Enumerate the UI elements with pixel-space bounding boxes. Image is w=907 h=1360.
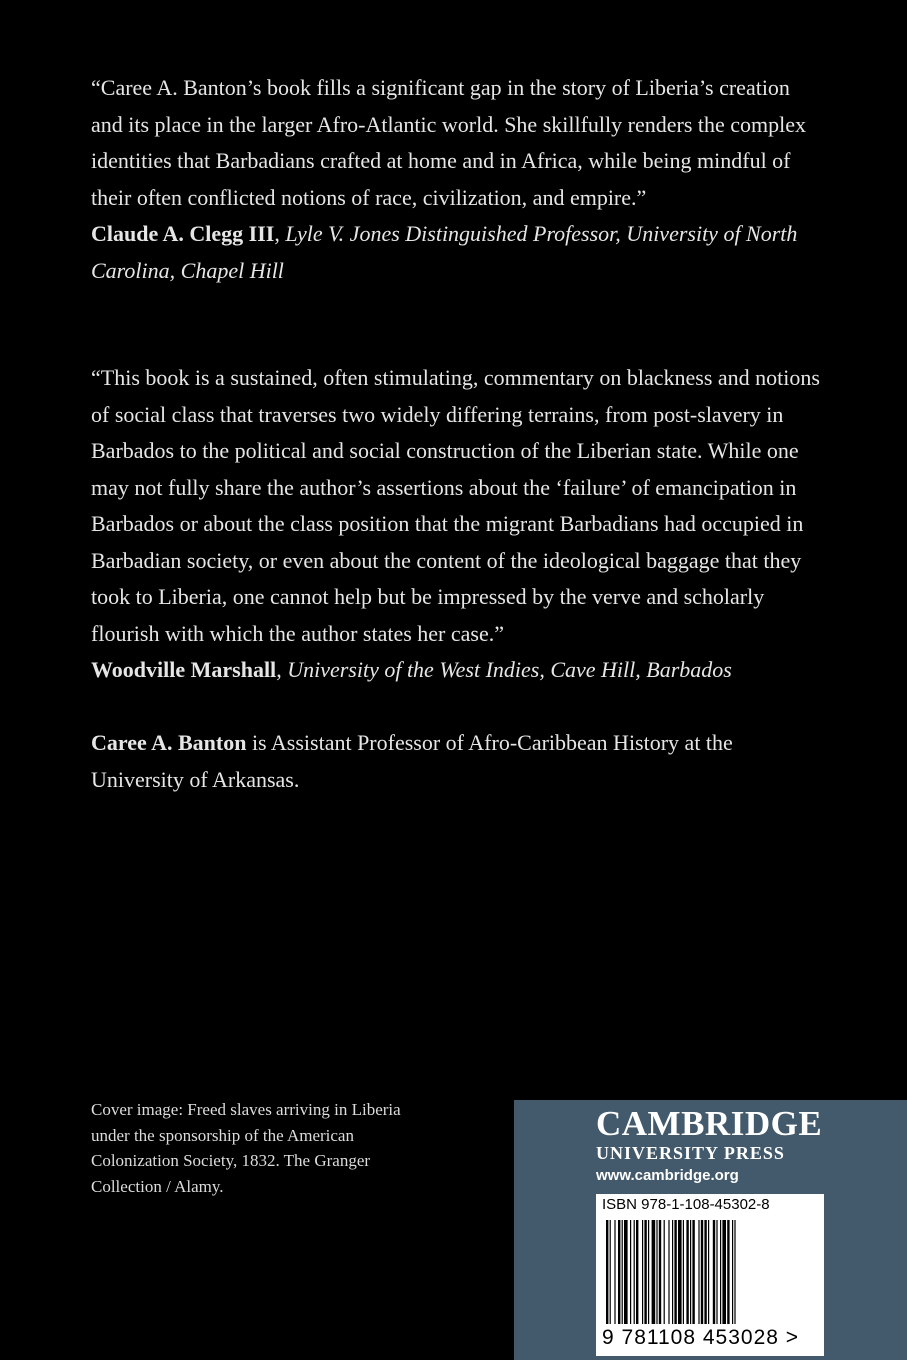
publisher-website: www.cambridge.org (596, 1167, 739, 1184)
quote-2-attribution: Woodville Marshall, University of the West Indies, Cave Hill, Barbados (91, 657, 732, 682)
quote-1-affiliation: Lyle V. Jones Distinguished Professor, University of North Carolina, Chapel Hill (91, 221, 798, 283)
quote-2-name: Woodville Marshall (91, 657, 277, 682)
quote-1-text: “Caree A. Banton’s book fills a significant gap in the story of Liberia’s creation and its place in the larger Afro-Atlantic world. She skillfully renders the complex identities that Barbadians crafted at home and in Africa, while being mindful of their often conflicted notions of race, civilization, and empire.” (91, 75, 807, 210)
isbn-barcode (596, 1194, 824, 1356)
author-bio-text: is Assistant Professor of Afro-Caribbean History at the University of Arkansas. (91, 730, 733, 792)
author-name: Caree A. Banton (91, 730, 247, 755)
quote-1-name: Claude A. Clegg III (91, 221, 275, 246)
publisher-box (514, 1100, 907, 1360)
cover-image-credit: Cover image: Freed slaves arriving in Liberia under the sponsorship of the American Colonization Society, 1832. The Granger Collection / Alamy. (91, 1100, 401, 1196)
quote-2-affiliation: University of the West Indies, Cave Hill, Barbados (287, 657, 732, 682)
barcode-digits: 9 781108 453028 > (602, 1326, 800, 1349)
quote-2-text: “This book is a sustained, often stimulating, commentary on blackness and notions of social class that traverses two widely differing terrains, from post-slavery in Barbados to the political and social construction of the Liberian state. While one may not fully share the author’s assertions about the ‘failure’ of emancipation in Barbados or about the class position that the migrant Barbadians had occupied in Barbadian society, or even about the content of the ideological baggage that they took to Liberia, one cannot help but be impressed by the verve and scholarly flourish with which the author states her case.” (91, 365, 820, 646)
publisher-logo-subtitle: UNIVERSITY PRESS (596, 1143, 785, 1163)
quote-2 (91, 360, 821, 689)
quote-1 (91, 70, 821, 289)
author-bio (91, 725, 821, 798)
isbn-label: ISBN 978-1-108-45302-8 (602, 1196, 770, 1213)
publisher-logo-name: CAMBRIDGE (596, 1104, 823, 1143)
quote-1-attribution: Claude A. Clegg III, Lyle V. Jones Distinguished Professor, University of North Carolina, Chapel Hill (91, 221, 798, 283)
